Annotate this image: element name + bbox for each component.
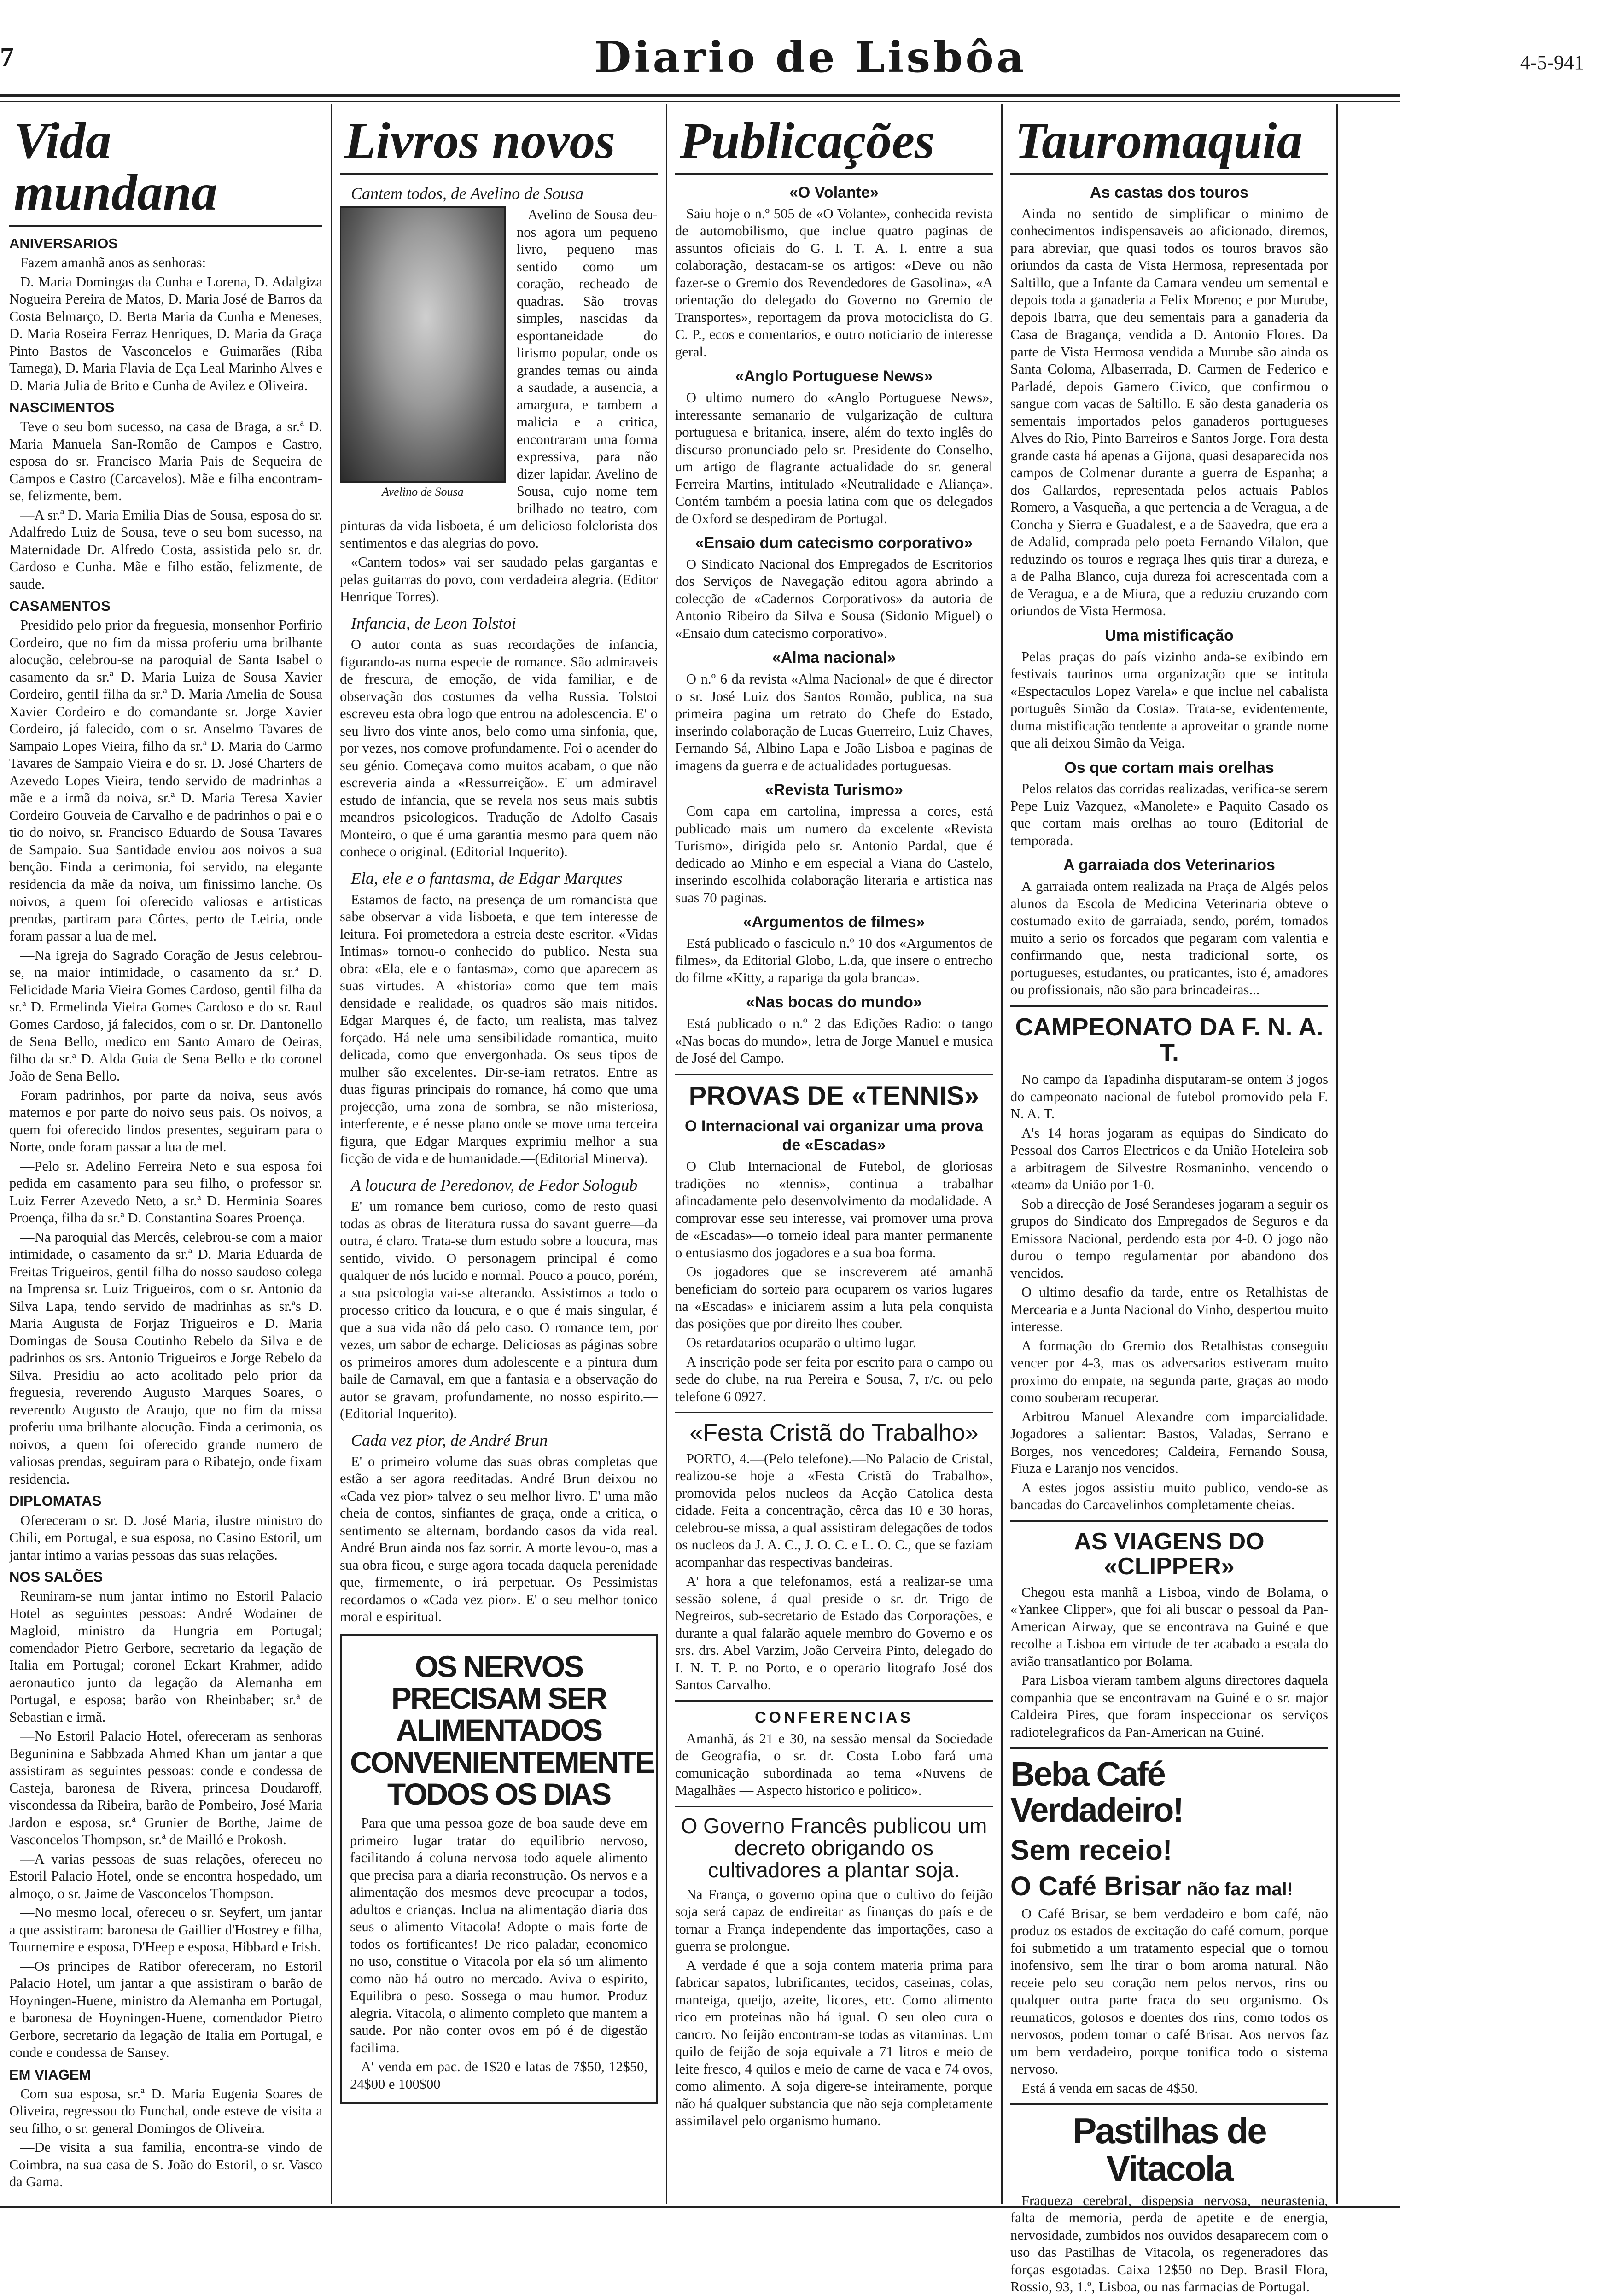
paragraph: A' hora a que telefonamos, está a realizar-se uma sessão solene, á qual preside o sr. dr. Trigo de Negreiros, sub-secretario de Estado das Corporações, e durante a qual falarão aquele membro do Governo e os srs. drs. Abel Varzim, João Cerveira Pinto, delegado do I. N. T. P. no Porto, e o operario litografo José dos Santos Carvalho. <box>675 1573 993 1693</box>
book-title: A loucura de Peredonov, de Fedor Sologub <box>351 1175 638 1194</box>
section-heading: Vida mundana <box>9 106 322 227</box>
item-title: «O Volante» <box>789 184 879 201</box>
page-number: 7 <box>0 42 14 72</box>
paragraph: E' o primeiro volume das suas obras completas que estão a ser agora reeditadas. André Brun deixou no «Cada vez pior» talvez o seu melhor livro. E' uma mão cheia de contos, sinfiantes de graça, onde a critica, o sentimento se alternam, bordando casos da vida real. André Brun ainda nos faz sorrir. A morte levou-o, mas a sua obra ficou, e surge agora tocada daquela perenidade que, firmemente, o irá perpetuar. Os Pessimistas recordamos o «Cada vez pior». E' o seu melhor tonico moral e espiritual. <box>340 1453 658 1625</box>
item-title: As castas dos touros <box>1090 184 1248 201</box>
paragraph: —Os principes de Ratibor ofereceram, no Estoril Palacio Hotel, um jantar a que assistiram o barão de Hoyningen-Huene, ministro da Alemanha em Portugal, e baronesa de Hoyningen-Huene, comendador Pietro Gerbore, secretario da legação de Italia em Portugal, e conde e condessa de Sansey. <box>9 1958 322 2061</box>
book-title: Cantem todos, de Avelino de Sousa <box>351 184 584 203</box>
paragraph: Chegou esta manhã a Lisboa, vindo de Bolama, o «Yankee Clipper», que foi ali buscar o pessoal da Pan-American Airway, que se encontrava na Guiné e que recolhe a Lisboa em virtude de ter acabado a escala do avião transatlantico por Bolama. <box>1010 1584 1328 1669</box>
item-title: «Alma nacional» <box>772 649 896 667</box>
paragraph: —No mesmo local, ofereceu o sr. Seyfert, um jantar a que assistiram: baronesa de Gaillier d'Hostrey e filha, Tournemire e esposa, D'Heep e esposa, Hibbard e Irish. <box>9 1905 322 1955</box>
festa-headline: «Festa Cristã do Trabalho» <box>689 1420 979 1447</box>
paragraph: —Na paroquial das Mercês, celebrou-se com a maior intimidade, o casamento da sr.ª D. Maria Eduarda de Freitas Trigueiros, gentil filha do nosso saudoso colega na Imprensa sr. Luiz Trigueiros, com o sr. Antonio da Silva Lapa, tendo servido de madrinhas as sr.ªs D. Maria Augusta de Forjaz Trigueiros e D. Maria Domingas de Sousa Coutinho Rebelo da Silva e de padrinhos os srs. Antonio Trigueiros e Jorge Rebelo da Silva. Presidiu ao acto acolitado pelo prior da freguesia, reverendo Augusto Marques Soares, o reverendo Augusto de Araujo, que no fim da missa proferiu uma brilhante alocução. Finda a cerimonia, os noivos, a quem foi oferecido grande numero de valiosas prendas, seguiram para o Ribatejo, onde fixam residencia. <box>9 1229 322 1487</box>
divider <box>675 1806 993 1807</box>
paragraph: Fazem amanhã anos as senhoras: <box>20 255 206 271</box>
item-title: «Nas bocas do mundo» <box>746 993 922 1011</box>
author-portrait <box>340 206 506 501</box>
subsection-title: NOS SALÕES <box>9 1569 103 1585</box>
paragraph: —A sr.ª D. Maria Emilia Dias de Sousa, esposa do sr. Adalfredo Luiz de Sousa, teve o seu bom sucesso, na Maternidade Dr. Alfredo Costa, assistida pelo sr. dr. Cardoso e Cunha. Mãe e filho estão, felizmente, de saude. <box>9 507 322 592</box>
column-vida-mundana <box>9 106 322 2202</box>
paragraph: A verdade é que a soja contem materia prima para fabricar sapatos, lubrificantes, tecidos, caseinas, colas, manteiga, queijo, azeite, licores, etc. Como alimento rico em proteinas não há igual. O seu oleo cura o cancro. No feijão encontram-se todas as vitaminas. Um quilo de feijão de soja equivale a 71 litros e meio de leite fresco, 4 quilos e meio de carne de vaca e 74 ovos, como alimento. A soja digere-se inteiramente, porque não há qualquer substancia que não seja completamente assimilavel pelo organismo humano. <box>675 1957 993 2128</box>
item-title: Os que cortam mais orelhas <box>1064 759 1274 777</box>
column-divider <box>331 104 332 2204</box>
paragraph: O Sindicato Nacional dos Empregados de Escritorios dos Serviços de Navegação editou agora abrindo a colecção de «Cadernos Corporativos» da autoria de Antonio Ribeiro da Silva e Sousa (Sidonio Miguel) o «Ensaio dum catecismo corporativo». <box>675 556 993 641</box>
tennis-subheading: O Internacional vai organizar uma prova de «Escadas» <box>684 1117 984 1154</box>
paragraph: Ofereceram o sr. D. José Maria, ilustre ministro do Chili, em Portugal, e sua esposa, no Casino Estoril, um jantar intimo a varias pessoas das suas relações. <box>9 1512 322 1563</box>
paragraph: Com capa em cartolina, impressa a cores, está publicado mais um numero da excelente «Revista Turismo», dirigida pelo sr. Antonio Pardal, que é dedicado ao Minho e em especial a Viana do Castelo, inserindo escolhida colaboração literaria e artistica nas suas 70 paginas. <box>675 803 993 906</box>
paragraph: Avelino de Sousa deu-nos agora um pequeno livro, pequeno mas sentido como um coração, recheado de quadras. São trovas simples, nascidas da espontaneidade do lirismo popular, onde os grandes temas ou ainda a saudade, a ausencia, a amargura, e tambem a malicia e a critica, encontraram uma forma expressiva, para não dizer lapidar. Avelino de Sousa, cujo nome tem brilhado no teatro, com pinturas da vida lisboeta, é um delicioso folclorista dos sentimentos e das alegrias do povo. <box>340 207 658 551</box>
paragraph: Na França, o governo opina que o cultivo do feijão soja será capaz de endireitar as finanças do país e de tornar a França independente das importações, caso a guerra se prolongue. <box>675 1886 993 1954</box>
paragraph: Foram padrinhos, por parte da noiva, seus avós maternos e por parte do noivo seus pais. Os noivos, a quem foi oferecido lindos presentes, seguiram para o Norte, onde foram passar a lua de mel. <box>9 1087 322 1155</box>
paragraph: Os retardatarios ocuparão o ultimo lugar. <box>686 1335 916 1351</box>
advert-headline: OS NERVOS PRECISAM SER ALIMENTADOS CONVENIENTEMENTE TODOS OS DIAS <box>350 1649 654 1811</box>
subsection-title: NASCIMENTOS <box>9 399 115 416</box>
paragraph: E' um romance bem curioso, como de resto quasi todas as obras de literatura russa do savant guerre—da outra, é claro. Trata-se dum estudo sobre a loucura, mas sentido, vivido. O personagem principal é como qualquer de nós lucido e normal. Pouco a pouco, porém, a sua psicologia vai-se alterando. Assistimos a todo o processo critico da loucura, e o que é mais singular, é que a sua vida não dá pelo caso. O romance tem, por vezes, um sabor de echarge. Deliciosas as páginas sobre os primeiros amores dum adolescente e a pintura dum baile de Carnaval, em que a fantasia e a observação do autor se gravam, profundamente, no nosso espirito.—(Editorial Inquerito). <box>340 1198 658 1422</box>
paragraph: Os jogadores que se inscreverem até amanhã beneficiam do sorteio para ocuparem os varios lugares na «Escadas» e iniciarem assim a luta pela conquista das posições que por direito lhes couber. <box>675 1264 993 1332</box>
portrait-photo <box>340 206 506 483</box>
paragraph: Para que uma pessoa goze de boa saude deve em primeiro lugar tratar do equilibrio nervoso, facilitando á coluna nervosa todo aquele alimento que precisa para a diaria reconstrução. Os nervos e a alimentação dos mesmos deve preocupar a todos, adultos e crianças. Inclua na alimentação diaria dos seus o alimento Vitacola! Adopte o mais forte de todos os fortificantes! De rico paladar, economico no uso, constitue o Vitacola por ela só um alimento como não há outro no mercado. Aviva o espirito, Equilibra o peso. Sossega o mau humor. Produz alegria. Vitacola, o alimento completo que mantem a saude. Por não conter ovos em pó é de digestão facilima. <box>350 1815 647 2056</box>
campeonato-headline: CAMPEONATO DA F. N. A. T. <box>1015 1013 1324 1067</box>
cafe-brisar-line <box>1010 1873 1328 1901</box>
item-title: «Revista Turismo» <box>765 781 903 799</box>
column-publicacoes <box>675 106 993 2202</box>
divider <box>675 1074 993 1075</box>
divider <box>1010 1005 1328 1007</box>
cafe-brisar-name: O Café Brisar <box>1010 1871 1181 1901</box>
cafe-subheadline: Sem receio! <box>1010 1834 1172 1866</box>
masthead-rule <box>0 94 1400 102</box>
paragraph: O ultimo desafio da tarde, entre os Retalhistas de Mercearia e a Junta Nacional do Vinho, despertou muito interesse. <box>1010 1284 1328 1335</box>
pastilhas-headline: Pastilhas de Vitacola <box>1073 2110 1266 2189</box>
item-title: «Argumentos de filmes» <box>743 913 925 931</box>
paragraph: A inscrição pode ser feita por escrito para o campo ou sede do clube, na rua Pereira e Sousa, 7, r/c. ou pelo telefone 6 0927. <box>675 1354 993 1404</box>
paragraph: Estamos de facto, na presença de um romancista que sabe observar a vida lisboeta, e que tem interesse de leitura. Foi prometedora a estreia deste escritor. «Vidas Intimas» tornou-o conhecido do publico. Nesta sua obra: «Ela, ele e o fantasma», como que aparecem as suas virtudes. A «historia» como que tem mais densidade e realidade, os quadros são mais nitidos. Edgar Marques é, de facto, um realista, mas talvez forçado. Há nele uma sensibilidade romantica, muito delicada, como que envergonhada. Os seus tipos de mulher são excelentes. Dir-se-iam retratos. Entre as duas figuras principais do romance, há como que uma projecção, uma zona de sombra, se não misteriosa, interferente, e é nesse plano onde se move uma terceira figura, que Edgar Marques exprimiu melhor a sua ficção de vida e de humanidade.—(Editorial Minerva). <box>340 891 658 1167</box>
subsection-title: EM VIAGEM <box>9 2066 91 2083</box>
divider <box>1010 1520 1328 1522</box>
paragraph: «Cantem todos» vai ser saudado pelas gargantas e pelas guitarras do povo, com verdadeira alegria. (Editor Henrique Torres). <box>340 554 658 605</box>
column-divider <box>1001 104 1003 2204</box>
divider <box>675 1412 993 1413</box>
divider <box>675 1700 993 1702</box>
paragraph: A's 14 horas jogaram as equipas do Sindicato do Pessoal dos Carros Electricos e da União Hoteleira sob a arbitragem de Silvestre Rosmaninho, vencendo o «team» da União por 1-0. <box>1010 1125 1328 1193</box>
paragraph: Pelas praças do país vizinho anda-se exibindo em festivais taurinos uma organização que se intitula «Espectaculos Lopez Varela» e que inclue nel cabalista português Simão da Costa». Trata-se, evidentemente, duma mistificação tendente a aproveitar o grande nome que ali deixou Simão da Veiga. <box>1010 648 1328 751</box>
paragraph: Para Lisboa vieram tambem alguns directores daquela companhia que se encontravam na Guiné e o sr. major Caldeira Pires, que foram inspeccionar os serviços radiotelegraficos da Pan-American na Guiné. <box>1010 1672 1328 1740</box>
book-title: Infancia, de Leon Tolstoi <box>351 613 516 632</box>
section-heading: Livros novos <box>340 106 658 175</box>
clipper-headline: AS VIAGENS DO «CLIPPER» <box>1074 1528 1265 1580</box>
soja-headline: O Governo Francês publicou um decreto obrigando os cultivadores a plantar soja. <box>681 1813 987 1882</box>
paragraph: A formação do Gremio dos Retalhistas conseguiu vencer por 4-3, mas os adversarios estiveram muito proximo do empate, na segunda parte, graças ao modo como souberam recuperar. <box>1010 1338 1328 1406</box>
paragraph: Está á venda em sacas de 4$50. <box>1021 2080 1198 2096</box>
tennis-headline: PROVAS DE «TENNIS» <box>688 1081 980 1111</box>
paragraph: PORTO, 4.—(Pelo telefone).—No Palacio de Cristal, realizou-se hoje a «Festa Cristã do Trabalho», promovida pelos nucleos da Acção Catolica desta cidade. Feita a concentração, cêrca das 10 e 30 horas, celebrou-se missa, a qual assistiram delegações de todos os nucleos da J. A. C., J. O. C. e L. O. C., que se faziam acompanhar das respectivas bandeiras. <box>675 1450 993 1570</box>
paragraph: Amanhã, ás 21 e 30, na sessão mensal da Sociedade de Geografia, o sr. dr. Costa Lobo fará uma comunicação subordinada ao tema «Nuvens de Magalhães — Aspecto historico e politico». <box>675 1730 993 1799</box>
section-heading: Publicações <box>675 106 993 175</box>
paragraph: O Café Brisar, se bem verdadeiro e bom café, não produz os estados de excitação do café comum, porque foi submetido a um tratamento especial que o tornou inofensivo, sem lhe tirar o bom aroma natural. Não receie pelo seu coração nem pelos nervos, rins ou qualquer outra parte fraca do seu organismo. Os reumaticos, gotosos e doentes dos rins, como todos os nervosos, podem tomar o café Brisar. Aos nervos faz um bem verdadeiro, porque tonifica todo o sistema nervoso. <box>1010 1905 1328 2077</box>
paragraph: Arbitrou Manuel Alexandre com imparcialidade. Jogadores a salientar: Bastos, Valadas, Serrano e Borges, nos vencedores; Caldeira, Fernando Sousa, Fiuza e Laranjo nos vencidos. <box>1010 1408 1328 1477</box>
paragraph: D. Maria Domingas da Cunha e Lorena, D. Adalgiza Nogueira Pereira de Matos, D. Maria José de Barros da Costa Belmarço, D. Berta Maria da Cunha e Meneses, D. Maria Roseira Ferraz Henriques, D. Maria da Graça Pinto Bastos de Vasconcelos e Guimarães (Riba Tamega), D. Maria Flavia de Eça Leal Marinho Alves e D. Maria Julia de Brito e Cunha de Avilez e Oliveira. <box>9 274 322 393</box>
section-heading: Tauromaquia <box>1010 106 1328 175</box>
paragraph: O n.º 6 da revista «Alma Nacional» de que é director o sr. José Luiz dos Santos Romão, publica, na sua primeira pagina um retrato do Chefe do Estado, inserindo colaboração de Lucas Guerreiro, Luiz Chaves, Fernando Sá, Albino Lapa e João Lisboa e paginas de imagens da guerra e de actualidades portuguesas. <box>675 671 993 773</box>
paragraph: Teve o seu bom sucesso, na casa de Braga, a sr.ª D. Maria Manuela San-Romão de Campos e Castro, esposa do sr. Francisco Maria Pais de Sequeira de Campos e Castro (Carcavelos). Mãe e filha encontram-se, felizmente, bem. <box>9 419 322 504</box>
paragraph: Com sua esposa, sr.ª D. Maria Eugenia Soares de Oliveira, regressou do Funchal, onde esteve de visita a seu filho, o sr. general Domingos de Oliveira. <box>9 2086 322 2136</box>
column-tauromaquia <box>1010 106 1328 2295</box>
item-title: Uma mistificação <box>1105 626 1234 644</box>
issue-date: 4-5-941 <box>1520 51 1584 74</box>
vitacola-advert <box>340 1634 658 2104</box>
paragraph: —A varias pessoas de suas relações, ofereceu no Estoril Palacio Hotel, onde se encontra hospedado, um almoço, o sr. Jaime de Vasconcelos Thompson. <box>9 1851 322 1901</box>
book-title: Cada vez pior, de André Brun <box>351 1431 548 1449</box>
column-divider <box>666 104 667 2204</box>
column-livros-novos <box>340 106 658 2202</box>
paragraph: A estes jogos assistiu muito publico, vendo-se as bancadas do Carcavelinhos completamente cheias. <box>1010 1479 1328 1513</box>
paragraph: Sob a direcção de José Serandeses jogaram a seguir os grupos do Sindicato dos Empregados de Seguros e da Emissora Nacional, perdendo esta por 4-0. O jogo não durou o tempo regulamentar por abandono dos vencidos. <box>1010 1196 1328 1281</box>
paragraph: No campo da Tapadinha disputaram-se ontem 3 jogos do campeonato nacional de futebol promovido pela F. N. A. T. <box>1010 1071 1328 1122</box>
bottom-rule <box>0 2206 1400 2208</box>
paragraph: O ultimo numero do «Anglo Portuguese News», interessante semanario de vulgarização de cultura portuguesa e britanica, insere, além do texto inglês do discurso pronunciado pelo sr. Presidente do Conselho, um artigo de flagrante actualidade do sr. general Ferreira Martins, intitulado «Neutralidade e Aliança». Contém também a poesia latina com que os delegados de Oxford se despediram de Portugal. <box>675 390 993 526</box>
conferencias-headline: CONFERENCIAS <box>754 1708 914 1726</box>
subsection-title: ANIVERSARIOS <box>9 235 118 251</box>
paragraph: —Na igreja do Sagrado Coração de Jesus celebrou-se, na maior intimidade, o casamento da sr.ª D. Felicidade Maria Vieira Gomes Cardoso, gentil filha da sr.ª D. Ermelinda Vieira Gomes Cardoso e do sr. Raul Gomes Cardoso, já falecidos, com o sr. Dr. Dantonello de Sena Bello, medico em Santo Amaro de Oeiras, filho da sr.ª D. Alda Guia de Sena Bello e do coronel João de Sena Bello. <box>9 947 322 1084</box>
paragraph: Está publicado o fasciculo n.º 10 dos «Argumentos de filmes», da Editorial Globo, L.da, que insere o entrecho do filme «Kitty, a rapariga da gola branca». <box>675 935 993 986</box>
paragraph: Presidido pelo prior da freguesia, monsenhor Porfirio Cordeiro, que no fim da missa proferiu uma brilhante alocução, celebrou-se na paroquial de Santa Isabel o casamento da sr.ª D. Maria Luiza de Sousa Xavier Cordeiro, gentil filha da sr.ª D. Maria Amelia de Sousa Xavier Cordeiro e do comandante sr. Jorge Xavier Cordeiro, já falecido, com o sr. Anselmo Tavares de Sampaio Lopes Vieira, filho da sr.ª D. Maria do Carmo Tavares de Sampaio Vieira e do sr. D. José Charters de Azevedo Lopes Vieira, tendo servido de madrinhas a mãe e a irmã da noiva, sr.ª D. Maria Teresa Xavier Cordeiro Gouveia de Carvalho e de padrinhos o pai e o tio do noivo, sr. Francisco Eduardo de Sousa Tavares de Sampaio. Sua Santidade enviou aos noivos a sua benção. Finda a cerimonia, foi servido, na elegante residencia da mãe da noiva, um finissimo lanche. Os noivos, a quem foi oferecido valiosas e artisticas prendas, partiram para Côrtes, perto de Leiria, onde foram passar a lua de mel. <box>9 617 322 944</box>
paragraph: A' venda em pac. de 1$20 e latas de 7$50, 12$50, 24$00 e 100$00 <box>350 2059 647 2092</box>
paragraph: Pelos relatos das corridas realizadas, verifica-se serem Pepe Luiz Vazquez, «Manolete» e Paquito Casado os que cortam mais orelhas ao touro (Editorial de temporada. <box>1010 781 1328 848</box>
item-title: A garraiada dos Veterinarios <box>1063 856 1275 874</box>
column-divider <box>1336 104 1338 2204</box>
item-title: «Anglo Portuguese News» <box>735 368 933 386</box>
cafe-headline: Beba Café Verdadeiro! <box>1010 1755 1183 1829</box>
masthead <box>0 32 1621 88</box>
cafe-brisar-claim: não faz mal! <box>1186 1879 1293 1899</box>
item-title: «Ensaio dum catecismo corporativo» <box>695 534 973 552</box>
paragraph: Reuniram-se num jantar intimo no Estoril Palacio Hotel as seguintes pessoas: André Wodainer de Magloid, ministro da Hungria em Portugal; comendador Pietro Gerbore, secretario da legação de Italia em Portugal; coronel Eckart Krahmer, adido aeronautico junto da legação da Alemanha em Portugal, e esposa; barão von Rheinbaber; sr.ª de Sebastian e irmã. <box>9 1588 322 1725</box>
paragraph: O autor conta as suas recordações de infancia, figurando-as numa especie de romance. São admiraveis de frescura, de emoção, de vida familiar, e de observação dos costumes da velha Russia. Tolstoi escreveu esta obra logo que entrou na adolescencia. E' o seu livro dos vinte anos, belo como uma sinfonia, que, por vezes, nos comove profundamente. Foi o acender do seu génio. Começava como muitos acabam, o que não escreveria ainda a «Ressurreição». E' um admiravel estudo de infancia, que se revela nos seus mais subtis meandros psicologicos. Tradução de Adolfo Casais Monteiro, o que é uma garantia mesmo para quem não conhece o original. (Editorial Inquerito). <box>340 637 658 860</box>
paragraph: Fraqueza cerebral, dispepsia nervosa, neurastenia, falta de memoria, perda de apetite e de energia, nervosidade, zumbidos nos ouvidos desaparecem com o uso das Pastilhas de Vitacola, os regeneradores das forças esgotadas. Caixa 12$50 no Dep. Brasil Flora, Rossio, 93, 1.º, Lisboa, ou nas farmacias de Portugal. <box>1010 2192 1328 2295</box>
paragraph: O Club Internacional de Futebol, de gloriosas tradições no «tennis», continua a trabalhar afincadamente pelo desenvolvimento da modalidade. A comprovar esse seu interesse, vai promover uma prova de «Escadas»—o torneio ideal para manter permanente o entusiasmo dos jogadores e a sua boa forma. <box>675 1158 993 1261</box>
book-title: Ela, ele e o fantasma, de Edgar Marques <box>351 869 623 888</box>
subsection-title: CASAMENTOS <box>9 598 111 614</box>
subsection-title: DIPLOMATAS <box>9 1493 102 1509</box>
paragraph: Ainda no sentido de simplificar o minimo de conhecimentos indispensaveis ao aficionado, diremos, para abreviar, que quasi todos os touros bravos são oriundos da casta de Vista Hermosa, representada por Saltillo, que a Infante da Camara vendeu um semental e depois toda a ganaderia a Felix Moreno; e por Murube, depois Ibarra, que deu sementais para a ganaderia da Casa de Bragança, vendida a D. Antonio Flores. Da parte de Vista Hermosa vendida a Murube são ainda os Santa Coloma, Albaserrada, D. Carmen de Federico e Parladé, depois Gamero Civico, que confirmou o sangue com vacas de Saltillo. E são desta ganaderia os sementais importados pelos ganaderos portugueses Alves do Rio, Pinto Barreiros e Santos Jorge. Fora desta grande casta há apenas a Gijona, quasi desaparecida nos campos de Colmenar durante a guerra de Espanha; a dos Gallardos, representada pelos actuais Pablos Romero, a Vasqueña, a que pertencia a de Veragua, a de Concha y Sierra e Guadalest, e a de Saavedra, que era a de Adalid, comprada pelo poeta Fernando Vilalon, que reduzindo os touros e regraça lhes quis tirar a dureza, e a de Palha Blanco, cuja dureza foi acrescentada com a de Veragua, e a de Miura, que a reduziu cruzando com oriundos de Vista Hermosa. <box>1010 205 1328 619</box>
portrait-caption: Avelino de Sousa <box>382 485 464 499</box>
divider <box>1010 2103 1328 2105</box>
paragraph: Saiu hoje o n.º 505 de «O Volante», conhecida revista de automobilismo, que inclue quatro paginas de assuntos oficiais do G. I. T. A. I. entre a sua colaboração, destacam-se os artigos: «Deve ou não fazer-se o Gremio dos Revendedores de Gasolina», «A orientação do delegado do Governo no Gremio de Transportes», reportagem da prova motociclista do G. C. P., ecos e comentarios, e outro noticiario de interesse geral. <box>675 205 993 360</box>
paragraph: Está publicado o n.º 2 das Edições Radio: o tango «Nas bocas do mundo», letra de Jorge Manuel e musica de José del Campo. <box>675 1016 993 1066</box>
divider <box>1010 1747 1328 1749</box>
paragraph: —De visita a sua familia, encontra-se vindo de Coimbra, na sua casa de S. João do Estoril, o sr. Vasco da Gama. <box>9 2139 322 2190</box>
newspaper-title: Diario de Lisbôa <box>594 32 1027 82</box>
paragraph: —No Estoril Palacio Hotel, ofereceram as senhoras Beguninina e Sabbzada Ahmed Khan um jantar a que assistiram as seguintes pessoas: conde e condessa de Casteja, baronesa de Rivera, princesa Doudaroff, viscondessa da Ribeira, barão de Pombeiro, José Maria Jardon e esposa, sr.ª Grunier de Borthe, Jaime de Vasconcelos Thompson, sr.ª de Mailló e Prokosh. <box>9 1728 322 1848</box>
paragraph: A garraiada ontem realizada na Praça de Algés pelos alunos da Escola de Medicina Veterinaria obteve o costumado exito de garraiada, sendo, porém, tomados muito a serio os forcados que pegaram com valentia e confirmando que, nesta tradicional sorte, os portugueses, estudantes, ou praticantes, isto é, amadores ou profissionais, não são para brincadeiras... <box>1010 878 1328 998</box>
paragraph: —Pelo sr. Adelino Ferreira Neto e sua esposa foi pedida em casamento para seu filho, o professor sr. Luiz Ferrer Azevedo Neto, a sr.ª D. Herminia Soares Proença, filha da sr.ª D. Constantina Soares Proença. <box>9 1158 322 1226</box>
